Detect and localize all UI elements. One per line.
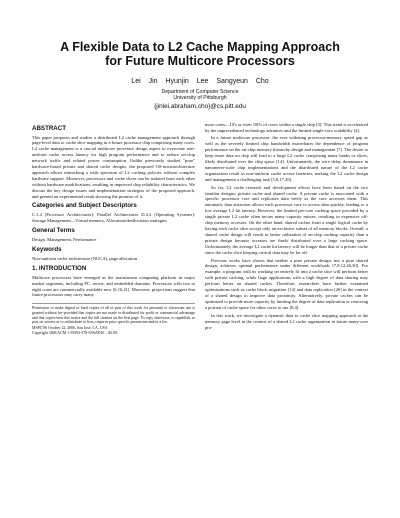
right-column [205, 122, 368, 336]
title-line-1: A Flexible Data to L2 Cache Mapping Approach [60, 40, 340, 54]
abstract-heading: ABSTRACT [32, 124, 67, 132]
keywords-heading: Keywords [32, 246, 62, 253]
general-terms-heading: General Terms [32, 227, 75, 235]
body-paragraph: So far, L2 cache research and development efforts have been based on the two familiar designs: private cache and shared cache. A private cache is associated with a specific processor core and replicates data freely as the core accesses them. This automatic data attraction allows each processor core to access data quickly, leading to a low average L2 hit latency. However, the limited per-core caching space provided by a single private L2 cache often incurs many capacity misses, resulting in expensive off-chip memory accesses. On the other hand, shared caches form a single logical cache by having each cache slice accept only an exclusive subset of all memory blocks. Overall, a shared cache design will result in better utilization of on-chip caching capacity than a private design because accesses are finely distributed over a large caching space. Unfortunately, the average L2 cache hit latency will be longer than that of a private cache since the cache slice keeping critical data may be far off. [205, 184, 368, 255]
copyright-line: Copyright 2006 ACM 1-59593-578-9/06/0010 ...$5.00. [32, 330, 118, 335]
permission-text: Permission to make digital or hard copies of all or part of this work for personal or classroom use is granted without fee provided that copies are not made or distributed for profit or commercial advantage and that copies bear this notice and the full citation on the first page. To copy otherwise, to republish, to post on servers or to redistribute to lists, requires prior specific permission and/or a fee. [32, 306, 195, 325]
introduction-heading: 1. INTRODUCTION [32, 264, 87, 272]
categories-heading: Categories and Subject Descriptors [32, 202, 137, 210]
author-email: {jinlei,abraham,cho}@cs.pitt.edu [154, 102, 246, 110]
general-terms-text: Design, Management, Performance [32, 237, 97, 243]
body-paragraph: In this work, we investigate a dynamic data to cache slice mapping approach at the memory page level in the context of a shared L2 cache organization in future many-core pro- [205, 312, 368, 330]
keywords-text: Non-uniform cache architecture (NUCA), page allocation [32, 255, 138, 261]
affiliation-line-1: Department of Computer Science [161, 89, 239, 95]
conference-line: MSPC'06 October 22, 2006, San Jose, CA, USA [32, 325, 108, 330]
two-column-body [32, 122, 368, 336]
left-column [32, 122, 195, 336]
authors: Lei Jin Hyunjin Lee Sangyeun Cho [131, 78, 269, 85]
title-line-2: for Future Multicore Processors [105, 54, 295, 68]
abstract-text: This paper proposes and studies a distributed L2 cache management approach through page-level data to cache slice mapping in a future processor chip comprising many cores. L2 cache management is a crucial multicore processor design aspect to overcome non-uniform cache access latency for high program performance and to reduce on-chip network traffic and related power consumption. Unlike previously studied "pure" hardware-based private and shared cache designs, the proposed OS-microarchitecture approach allows mimicking a wide spectrum of L2 caching policies without complex hardware support. Moreover, processors and cache slices can be isolated from each other without hardware modifications, resulting in improved chip reliability characteristics. We discuss the key design issues and implementation strategies of the proposed approach, and present an experimental result showing the promise of it. [32, 134, 195, 199]
introduction-text: Multicore processors have emerged as the mainstream computing platform in major market segments, including PC, server, and embedded domains. Processors with two to eight cores are commercially available now [6,16,21]. Moreover, projections suggest that future processors may carry many [32, 274, 195, 298]
affiliation-line-2: University of Pittsburgh [173, 95, 227, 102]
permission-notice [32, 303, 195, 335]
body-paragraph: In a future multicore processor, the ever widening processor-memory speed gap as well as the severely limited chip bandwidth exacerbates the dependence of program performance on the on-chip memory hierarchy design and management [7]. The desire to keep more data on chip will lead to a large L2 cache comprising many banks or slices, likely distributed over the chip space [14]. Unfortunately, the wire delay dominance in nanometer-scale chip implementations and the distributed nature of the L2 cache organization result in non-uniform cache access latencies, making the L2 cache design and management a challenging task [5,8,17,26]. [205, 135, 368, 182]
paper-title [32, 40, 368, 68]
body-paragraph: more cores—10's or even 100's of cores within a single chip [3]. This trend is accelerated by the unprecedented technology advances and the limited single-core scalability [4]. [205, 121, 368, 133]
categories-text: C.1.4 [Processor Architectures]: Parallel Architectures D.4.2 [Operating Systems]: Storage Management—Virtual memory, Allocation/deallocation strategies [32, 212, 195, 224]
affiliation [32, 89, 368, 102]
body-paragraph: Previous works have shown that neither a pure private design, nor a pure shared design, achieves optimal performance under different workloads [7,8,12,26,30]. For example, a program with its working set entirely fit into a cache slice will perform better with private caching, while large applications with a high degree of data sharing may perform better on shared caches. Therefore, researchers have further examined optimizations such as cache block migration [14] and data replication [26] in the context of a shared design to improve data proximity. Alternatively, private caches can be optimized to provide more capacity by limiting the degree of data replication or reserving a portion of cache space for other cores to use [8,4]. [205, 257, 368, 310]
